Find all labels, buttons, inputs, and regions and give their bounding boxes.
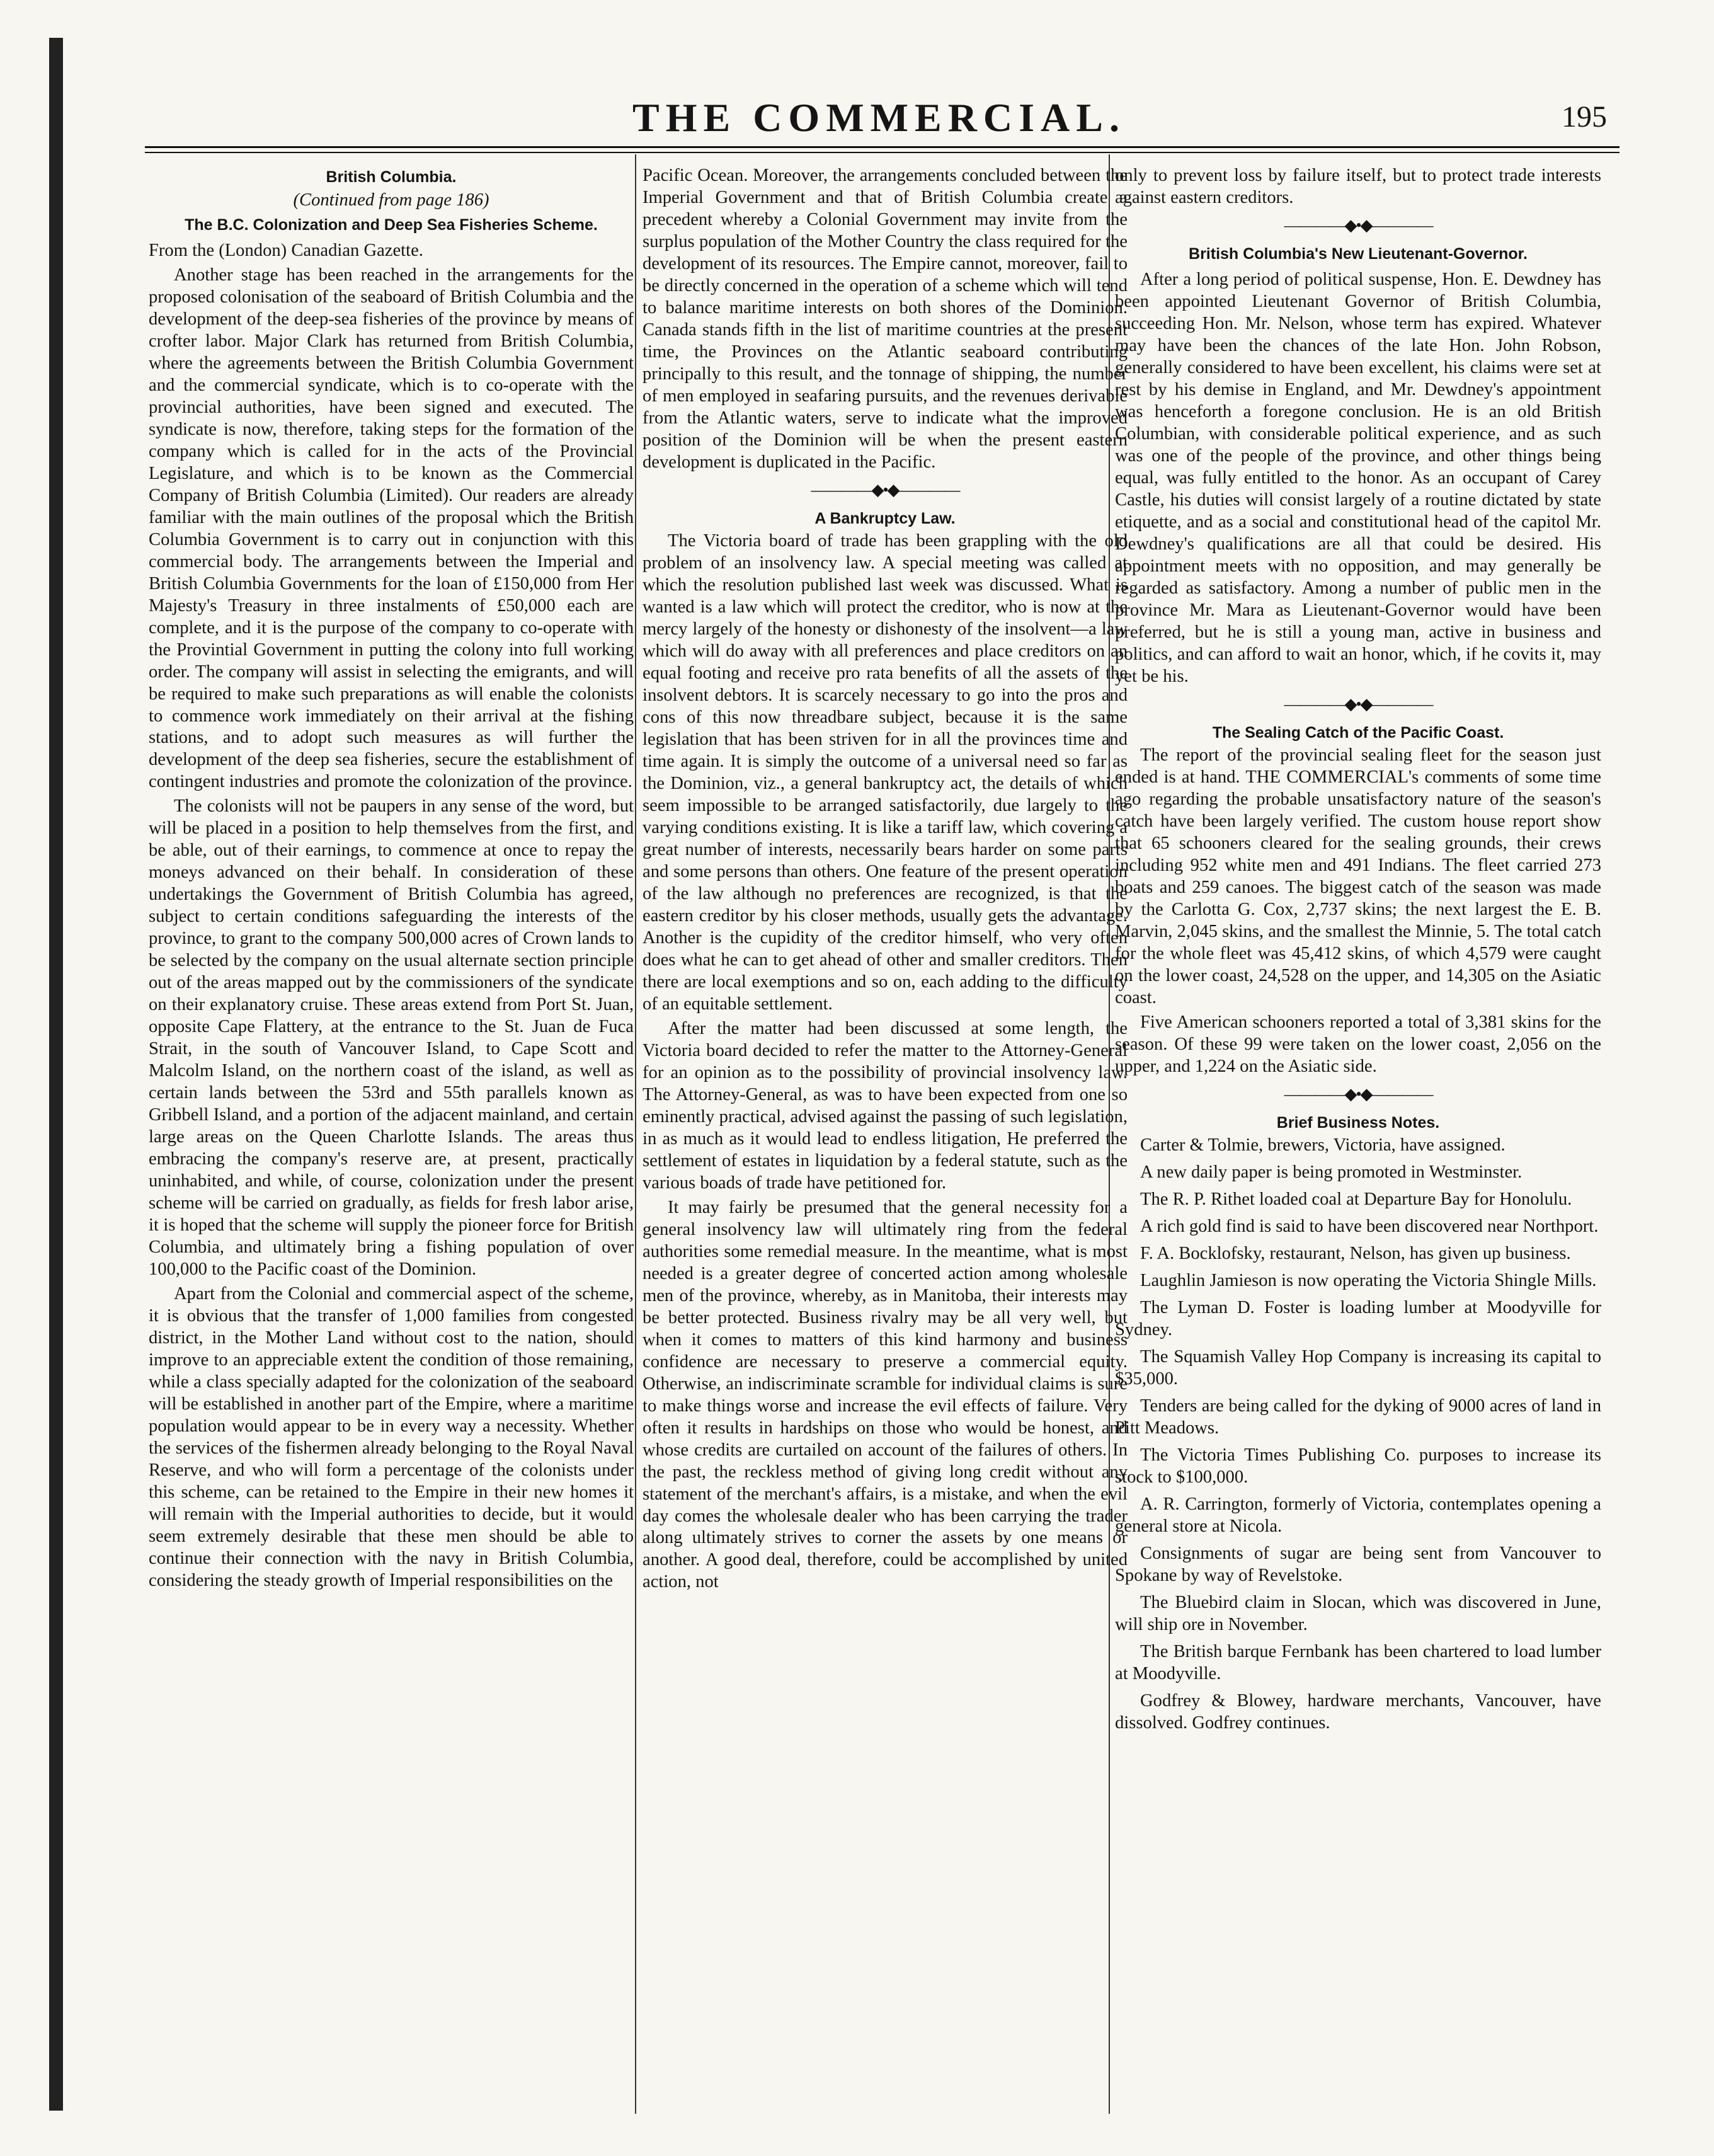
list-item: The British barque Fernbank has been chartered to load lumber at Moodyville. xyxy=(1115,1642,1601,1683)
paragraph: After a long period of political suspense, Hon. E. Dewdney has been appointed Lieutenant Governor of British Columbia, succeeding Hon. Mr. Nelson, whose term has expired. Whatever may have been the chances of the late Hon. John Robson, generally considered to have been excellent, his claims were set at rest by his demise in England, and Mr. Dewdney's appointment was henceforth a foregone conclusion. He is an old British Columbian, with considerable political experience, and as such was one of the people of the province, and other things being equal, was fully entitled to the honor. As an occupant of Carey Castle, his duties will consist largely of a routine dictated by state etiquette, and as a social and constitutional head of the capitol Mr. Dewdney's qualifications are all that could be desired. His appointment meets with no opposition, and may generally be regarded as satisfactory. Among a number of public men in the province Mr. Mara as Lieutenant-Governor would have been preferred, but he is still a young man, active in business and politics, and can afford to wait an honor, which, if he covits it, may yet be his. xyxy=(1115,270,1601,686)
list-item: The Victoria Times Publishing Co. purposes to increase its stock to $100,000. xyxy=(1115,1445,1601,1488)
ornament-separator: ————◆•◆———— xyxy=(1284,694,1432,713)
article-title: The B.C. Colonization and Deep Sea Fisheries Scheme. xyxy=(185,215,598,234)
page-number: 195 xyxy=(1562,100,1607,134)
list-item: A new daily paper is being promoted in Westminster. xyxy=(1140,1162,1523,1183)
paragraph: Pacific Ocean. Moreover, the arrangements concluded between the Imperial Government and that of British Columbia create a precedent whereby a Colonial Government may invite from the surplus population of the Mother Country the class required for the development of its resources. The Empire cannot, moreover, fail to be directly concerned in the operation of a scheme which will tend to balance maritime interests on both shores of the Dominion. Canada stands fifth in the list of maritime countries at the present time, the Provinces on the Atlantic seaboard contributing principally to this result, and the tonnage of shipping, the number of men employed in seafaring pursuits, and the revenues derivable from the Atlantic waters, serve to indicate what the improved position of the Dominion will be when the present eastern development is duplicated in the Pacific. xyxy=(643,166,1128,472)
ornament-separator: ————◆•◆———— xyxy=(811,480,959,499)
paragraph: It may fairly be presumed that the general necessity for a general insolvency law will ultimately ring from the federal authorities some remedial measure. In the meantime, what is most needed is a greater degree of concerted action among wholesale men of the province, whereby, as in Manitoba, their interests may be better protected. Business rivalry may be all very well, but when it comes to matters of this kind harmony and business confidence are necessary to preserve a commercial equity. Otherwise, an indiscriminate scramble for individual claims is sure to make things worse and increase the evil effects of failure. Very often it results in hardships on those who would be honest, and whose credits are curtailed on account of the failures of others. In the past, the reckless method of giving long credit without any statement of the merchant's affairs, is a mistake, and when the evil day comes the wholesale dealer who has been carrying the trader along ultimately strives to corner the assets by one means or another. A good deal, therefore, could be accomplished by united action, not xyxy=(643,1197,1128,1592)
paragraph: Another stage has been reached in the arrangements for the proposed colonisation of the seaboard of British Columbia and the development of the deep-sea fisheries of the province by means of crofter labor. Major Clark has returned from British Columbia, where the agreements between the British Columbia Government and the commercial syndicate, which is to co-operate with the provincial authorities, have been signed and executed. The syndicate is now, therefore, taking steps for the formation of the company which is called for in the acts of the Provincial Legislature, and which is to be known as the Commercial Company of British Columbia (Limited). Our readers are already familiar with the main outlines of the proposal which the British Columbia Government is to carry out in conjunction with this commercial body. The arrangements between the Imperial and British Columbia Governments for the loan of £150,000 from Her Majesty's Treasury in three instalments of £50,000 each are complete, and it is the purpose of the company to co-operate with the Provintial Government in putting the colony into full working order. The company will assist in selecting the emigrants, and will be required to make such preparations as will enable the colonists to commence work immediately on their arrival at the fishing stations, and to adopt such measures as will further the development of the deep sea fisheries, secure the establishment of contingent industries and promote the colonization of the province. xyxy=(149,265,634,792)
list-item: Carter & Tolmie, brewers, Victoria, have assigned. xyxy=(1140,1135,1505,1155)
masthead-rule xyxy=(145,146,1620,153)
article-title: A Bankruptcy Law. xyxy=(814,509,956,527)
paragraph: After the matter had been discussed at some length, the Victoria board decided to refer the matter to the Attorney-General for an opinion as to the possibility of provincial insolvency law. The Attorney-General, as was to have been expected from one so eminently practical, advised against the passing of such legislation, in as much as it would lead to endless litigation, He preferred the settlement of estates in liquidation by a federal statute, such as the various boads of trade have petitioned for. xyxy=(643,1018,1128,1193)
list-item: Godfrey & Blowey, hardware merchants, Vancouver, have dissolved. Godfrey continues. xyxy=(1115,1690,1601,1733)
paragraph: The Victoria board of trade has been grappling with the old problem of an insolvency law. A special meeting was called at which the resolution published last week was discussed. What is wanted is a law which will protect the creditor, who is now at the mercy largely of the honesty or dishonesty of the insolvent—a law which will do away with all preferences and place creditors on an equal footing and receive pro rata benefits of all the assets of the insolvent debtors. It is scarcely necessary to go into the pros and cons of this now threadbare subject, because it is the same legislation that has been striven for in all the provinces time and time again. It is simply the outcome of a universal need so far as the Dominion, viz., a general bankruptcy act, the details of which seem impossible to be arranged satisfactorily, due largely to the varying conditions existing. It is like a tariff law, which covering a great number of interests, necessarily bears harder on some parts and some persons than others. One feature of the present operation of the law although no preferences are recognized, is that the eastern creditor by his closer methods, usually gets the advantage. Another is the cupidity of the creditor himself, who very often does what he can to get ahead of other and smaller creditors. Then there are local exemptions and so on, each adding to the difficulty of an equitable settlement. xyxy=(643,531,1128,1014)
column-2 xyxy=(643,165,1128,2112)
article-source: From the (London) Canadian Gazette. xyxy=(149,240,423,260)
list-item: F. A. Bocklofsky, restaurant, Nelson, has given up business. xyxy=(1140,1244,1571,1264)
article-title: The Sealing Catch of the Pacific Coast. xyxy=(1212,723,1504,742)
list-item: Tenders are being called for the dyking of 9000 acres of land in Pitt Meadows. xyxy=(1115,1396,1601,1438)
masthead xyxy=(145,95,1613,145)
page-edge-bar xyxy=(49,38,63,2111)
ornament-separator: ————◆•◆———— xyxy=(1284,1084,1432,1103)
paragraph: only to prevent loss by failure itself, but to protect trade interests against eastern creditors. xyxy=(1115,166,1601,207)
list-item: The Squamish Valley Hop Company is increasing its capital to $35,000. xyxy=(1115,1347,1601,1389)
continued-note: (Continued from page 186) xyxy=(293,190,489,210)
list-item: Laughlin Jamieson is now operating the Victoria Shingle Mills. xyxy=(1140,1271,1597,1291)
list-item: The Lyman D. Foster is loading lumber at Moodyville for Sydney. xyxy=(1115,1298,1601,1340)
ornament-separator: ————◆•◆———— xyxy=(1284,215,1432,234)
list-item: The Bluebird claim in Slocan, which was discovered in June, will ship ore in November. xyxy=(1115,1593,1601,1635)
list-item: The R. P. Rithet loaded coal at Departure Bay for Honolulu. xyxy=(1140,1190,1572,1210)
column-3 xyxy=(1115,165,1601,2112)
brief-notes-list xyxy=(1115,1135,1601,1735)
masthead-title: THE COMMERCIAL. xyxy=(632,95,1126,140)
article-title: British Columbia's New Lieutenant-Governor. xyxy=(1189,244,1528,263)
paragraph: Apart from the Colonial and commercial aspect of the scheme, it is obvious that the transfer of 1,000 families from congested district, in the Mother Land without cost to the nation, should improve to an appreciable extent the condition of those remaining, while a class specially adapted for the colonization of the seaboard will be established in another part of the Empire, where a maritime population would appear to be in every way a necessity. Whether the services of the fishermen already belonging to the Royal Naval Reserve, and who will form a percentage of the colonists under this scheme, can be retained to the Empire in their new homes it will remain with the Imperial authorities to decide, but it would seem extremely desirable that these men should be able to continue their connection with the navy in British Columbia, considering the steady growth of Imperial responsibilities on the xyxy=(149,1284,634,1590)
column-divider xyxy=(635,154,636,2114)
article-title: Brief Business Notes. xyxy=(1276,1113,1440,1132)
section-heading: British Columbia. xyxy=(326,168,457,186)
paragraph: The report of the provincial sealing fleet for the season just ended is at hand. THE COMMERCIAL's comments of some time ago regarding the probable unsatisfactory nature of the season's catch have been largely verified. The custom house report show that 65 schooners cleared for the sealing grounds, their crews including 952 white men and 491 Indians. The fleet carried 273 boats and 259 canoes. The biggest catch of the season was made by the Carlotta G. Cox, 2,737 skins; the next largest the E. B. Marvin, 2,045 skins, and the smallest the Minnie, 5. The total catch for the whole fleet was 45,412 skins, of which 4,579 were caught on the lower coast, 24,528 on the upper, and 14,305 on the Asiatic coast. xyxy=(1115,745,1601,1007)
paragraph: Five American schooners reported a total of 3,381 skins for the season. Of these 99 were taken on the lower coast, 2,056 on the upper, and 1,224 on the Asiatic side. xyxy=(1115,1012,1601,1076)
list-item: A. R. Carrington, formerly of Victoria, contemplates opening a general store at Nicola. xyxy=(1115,1494,1601,1537)
list-item: A rich gold find is said to have been discovered near Northport. xyxy=(1140,1217,1599,1237)
paragraph: The colonists will not be paupers in any sense of the word, but will be placed in a position to help themselves from the first, and be able, out of their earnings, to commence at once to repay the moneys advanced on their behalf. In consideration of these undertakings the Government of British Columbia has agreed, subject to certain conditions safeguarding the interests of the province, to grant to the company 500,000 acres of Crown lands to be selected by the company on the usual alternate section principle out of the areas mapped out by the commissioners of the syndicate on their explanatory cruise. These areas extend from Port St. Juan, opposite Cape Flattery, at the entrance to the St. Juan de Fuca Strait, in the south of Vancouver Island, to Cape Scott and Malcolm Island, on the northern coast of the island, as well as certain lands between the 53rd and 55th parallels known as Gribbell Island, and a portion of the adjacent mainland, and certain large areas on the Queen Charlotte Islands. The areas thus embracing the company's reserve are, at present, practically uninhabited, and while, of course, colonization under the present scheme will be carried on gradually, as fields for fresh labor arise, it is hoped that the scheme will supply the pioneer force for British Columbia, and ultimately bring a fishing population of over 100,000 to the Pacific coast of the Dominion. xyxy=(149,796,634,1280)
list-item: Consignments of sugar are being sent from Vancouver to Spokane by way of Revelstoke. xyxy=(1115,1544,1601,1586)
column-1 xyxy=(149,165,634,2112)
